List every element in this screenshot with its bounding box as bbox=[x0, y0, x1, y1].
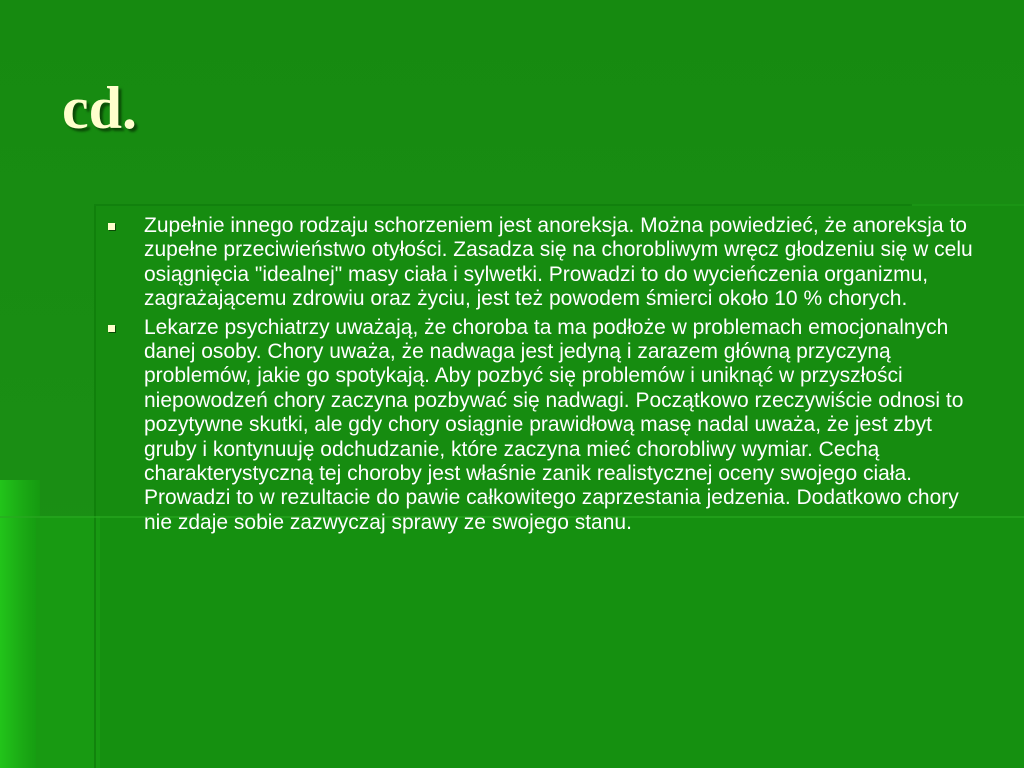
divider bbox=[94, 206, 96, 768]
divider bbox=[94, 204, 912, 206]
bullet-item bbox=[100, 316, 990, 536]
slide-title: cd. bbox=[62, 75, 137, 141]
background-decoration bbox=[94, 516, 1024, 768]
bullet-text: Lekarze psychiatrzy uważają, że choroba ta ma podłoże w problemach emocjonalnych danej osoby. Chory uważa, że nadwaga jest jedyną i zarazem główną przyczyną problemów, jakie go spotykają. Aby pozbyć się problemów i uniknąć w przyszłości niepowodzeń chory zaczyna pozbywać się nadwagi. Początkowo rzeczywiście odnosi to pozytywne skutki, ale gdy chory osiągnie prawidłową masę nadal uważa, że jest zbyt gruby i kontynuuję odchudzanie, które zaczyna mieć chorobliwy wymiar. Cechą charakterystyczną tej choroby jest właśnie zanik realistycznej oceny swojego ciała. Prowadzi to w rezultacie do pawie całkowitego zaprzestania jedzenia. Dodatkowo chory nie zdaje sobie zazwyczaj sprawy ze swojego stanu. bbox=[144, 315, 964, 534]
background-decoration bbox=[0, 480, 40, 768]
bullet-list bbox=[100, 214, 990, 539]
square-bullet-icon bbox=[108, 223, 115, 230]
square-bullet-icon bbox=[108, 325, 115, 332]
bullet-item bbox=[100, 214, 990, 312]
background-decoration bbox=[36, 516, 100, 768]
bullet-text: Zupełnie innego rodzaju schorzeniem jest anoreksja. Można powiedzieć, że anoreksja to zupełne przeciwieństwo otyłości. Zasadza się na chorobliwym wręcz głodzeniu się w celu osiągnięcia "idealnej" masy ciała i sylwetki. Prowadzi to do wycieńczenia organizmu, zagrażającemu zdrowiu oraz życiu, jest też powodem śmierci około 10 % chorych. bbox=[144, 214, 973, 311]
